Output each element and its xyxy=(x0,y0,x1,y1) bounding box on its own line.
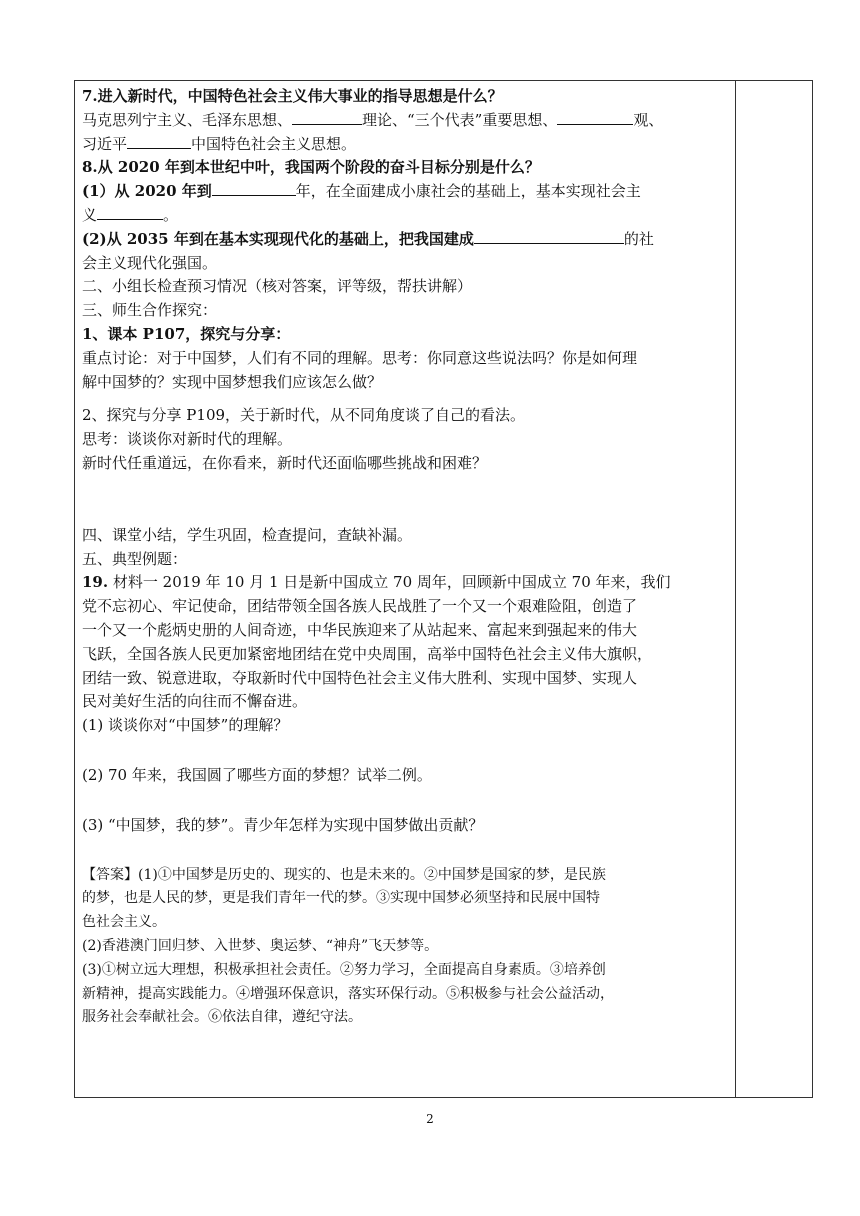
question-19-sub-3: (3) “中国梦，我的梦”。青少年怎样为实现中国梦做出贡献？ xyxy=(82,815,484,834)
question-8-title: 8.从 2020 年到本世纪中叶，我国两个阶段的奋斗目标分别是什么？ xyxy=(82,158,540,177)
section-4-heading: 四、课堂小结，学生巩固，检查提问，查缺补漏。 xyxy=(82,525,413,544)
question-8-part-2-cont: 会主义现代化强国。 xyxy=(82,253,218,272)
question-7-line-2: 马克思列宁主义、毛泽东思想、 理论、“三个代表”重要思想、 观、 xyxy=(82,110,664,129)
answer-line: 新精神，提高实践能力。④增强环保意识，落实环保行动。⑤积极参与社会公益活动， xyxy=(82,985,614,1002)
question-8-part-2: (2)从 2035 年到在基本实现现代化的基础上，把我国建成 的社 xyxy=(82,229,654,248)
section-5-heading: 五、典型例题： xyxy=(82,549,188,568)
answer-line: 服务社会奉献社会。⑥依法自律，遵纪守法。 xyxy=(82,1009,362,1026)
answer-line: (2)香港澳门回归梦、入世梦、奥运梦、“神舟”飞天梦等。 xyxy=(82,937,439,954)
answer-blank xyxy=(292,110,362,125)
answer-blank xyxy=(474,229,624,244)
question-19-sub-1: (1) 谈谈你对“中国梦”的理解？ xyxy=(82,716,289,735)
section-2-heading: 二、小组长检查预习情况（核对答案，评等级，帮扶讲解） xyxy=(82,277,473,296)
question-8-part-1-cont: 义 。 xyxy=(82,205,179,224)
explore-1-line-1: 重点讨论：对于中国梦，人们有不同的理解。思考：你同意这些说法吗？你是如何理 xyxy=(82,348,638,367)
answer-blank xyxy=(212,181,296,196)
answer-block xyxy=(82,864,728,1031)
question-7-line-3: 习近平 中国特色社会主义思想。 xyxy=(82,134,357,153)
explore-2-line-1: 思考：谈谈你对新时代的理解。 xyxy=(82,430,293,449)
question-7-title: 7.进入新时代，中国特色社会主义伟大事业的指导思想是什么？ xyxy=(82,87,503,105)
answer-blank xyxy=(127,134,191,149)
question-19-sub-2: (2) 70 年来，我国圆了哪些方面的梦想？试举二例。 xyxy=(82,765,432,784)
answer-blank xyxy=(557,110,633,125)
question-19-line-1: 19. 材料一 2019 年 10 月 1 日是新中国成立 70 周年，回顾新中国成立 70 年来，我们 xyxy=(82,573,671,592)
answer-line: 【答案】(1)①中国梦是历史的、现实的、也是未来的。②中国梦是国家的梦，是民族 xyxy=(82,866,606,883)
worksheet-table xyxy=(74,80,813,1098)
answer-blank xyxy=(97,205,163,220)
explore-1-line-2: 解中国梦的？实现中国梦想我们应该怎么做？ xyxy=(82,372,383,391)
question-8-part-1: (1）从 2020 年到 年，在全面建成小康社会的基础上，基本实现社会主 xyxy=(82,182,641,201)
explore-2-line-2: 新时代任重道远，在你看来，新时代还面临哪些挑战和困难？ xyxy=(82,453,488,472)
table-cell-main xyxy=(82,85,728,1030)
explore-1-title: 1、课本 P107，探究与分享： xyxy=(82,324,291,343)
answer-line: 的梦，也是人民的梦，更是我们青年一代的梦。③实现中国梦必须坚持和民展中国特 xyxy=(82,890,600,907)
question-19-line-4: 飞跃，全国各族人民更加紧密地团结在党中央周围，高举中国特色社会主义伟大旗帜， xyxy=(82,644,653,663)
table-column-divider xyxy=(735,81,736,1097)
question-19-line-2: 党不忘初心、牢记使命，团结带领全国各族人民战胜了一个又一个艰难险阻，创造了 xyxy=(82,597,638,616)
explore-2-title: 2、探究与分享 P109，关于新时代，从不同角度谈了自己的看法。 xyxy=(82,406,526,425)
question-19-line-3: 一个又一个彪炳史册的人间奇迹，中华民族迎来了从站起来、富起来到强起来的伟大 xyxy=(82,620,638,639)
answer-line: 色社会主义。 xyxy=(82,914,166,931)
answer-line: (3)①树立远大理想，积极承担社会责任。②努力学习，全面提高自身素质。③培养创 xyxy=(82,961,606,978)
page-number: 2 xyxy=(426,1112,434,1126)
section-3-heading: 三、师生合作探究： xyxy=(82,301,218,320)
question-19-line-5: 团结一致、锐意进取，夺取新时代中国特色社会主义伟大胜利、实现中国梦、实现人 xyxy=(82,668,638,687)
question-19-line-6: 民对美好生活的向往而不懈奋进。 xyxy=(82,692,308,711)
